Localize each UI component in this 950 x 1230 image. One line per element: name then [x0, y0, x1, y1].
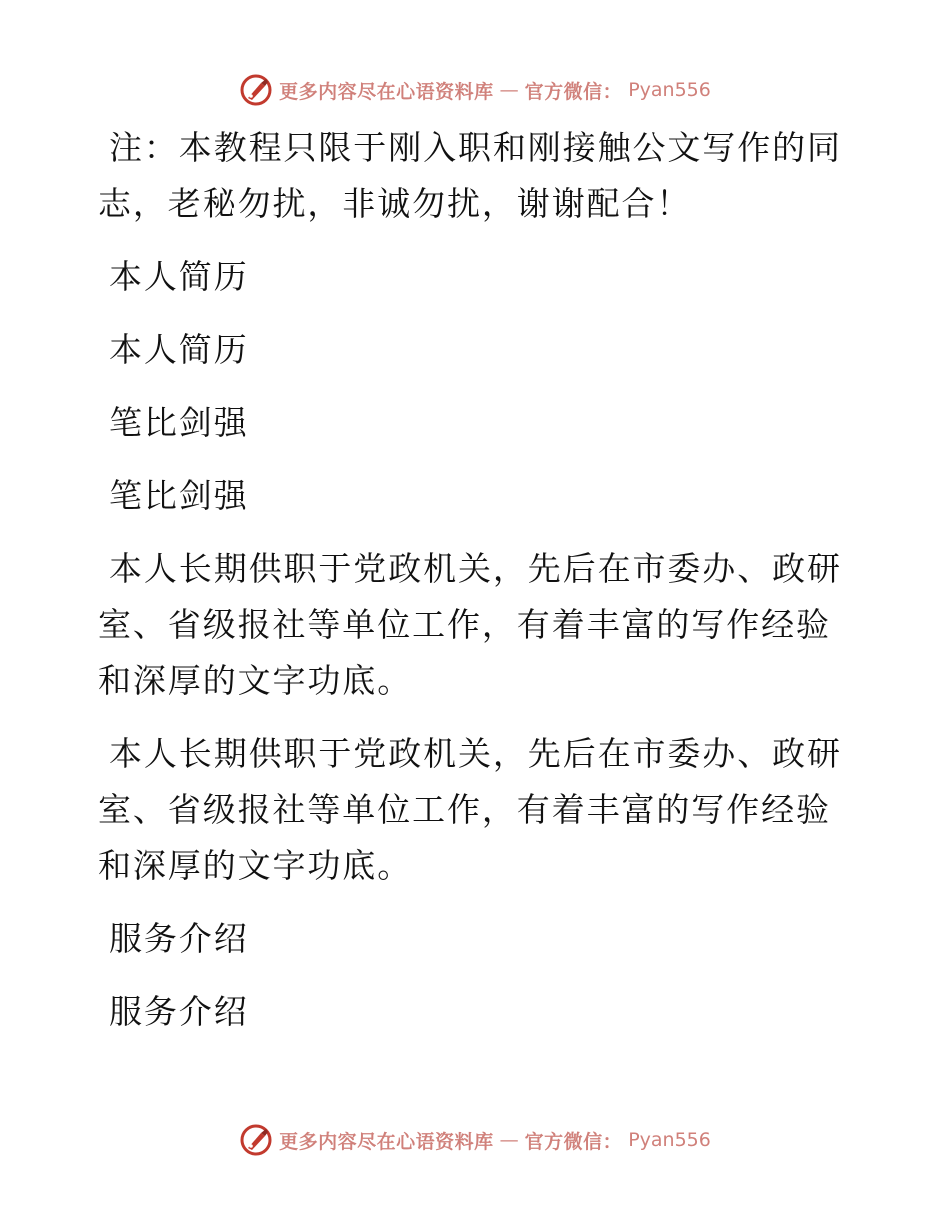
motto-line: 笔比剑强 [109, 476, 249, 515]
section-heading-services: 服务介绍 [109, 992, 249, 1031]
banner-separator: — [499, 79, 519, 101]
header-banner [0, 72, 950, 108]
banner-wechat-label: 官方微信： [524, 1130, 623, 1153]
banner-wechat-id: Pyan556 [628, 1129, 711, 1151]
section-heading-resume: 本人简历 [109, 330, 249, 369]
section-heading-resume: 本人简历 [109, 257, 249, 296]
section-heading-services: 服务介绍 [109, 919, 249, 958]
notice-paragraph: 注：本教程只限于刚入职和刚接触公文写作的同志，老秘勿扰，非诚勿扰，谢谢配合！ [98, 128, 842, 223]
pen-nib-logo-icon [239, 73, 273, 107]
bio-paragraph: 本人长期供职于党政机关，先后在市委办、政研室、省级报社等单位工作，有着丰富的写作经验和深厚的文字功底。 [98, 734, 842, 885]
bio-paragraph: 本人长期供职于党政机关，先后在市委办、政研室、省级报社等单位工作，有着丰富的写作经验和深厚的文字功底。 [98, 549, 842, 700]
document-body [98, 120, 858, 1057]
footer-banner [0, 1122, 950, 1158]
banner-separator: — [499, 1129, 519, 1151]
pen-nib-logo-icon [239, 1123, 273, 1157]
motto-line: 笔比剑强 [109, 403, 249, 442]
banner-wechat-id: Pyan556 [628, 79, 711, 101]
banner-wechat-label: 官方微信： [524, 80, 623, 103]
banner-site-text: 更多内容尽在心语资料库 [279, 1130, 494, 1153]
banner-site-text: 更多内容尽在心语资料库 [279, 80, 494, 103]
